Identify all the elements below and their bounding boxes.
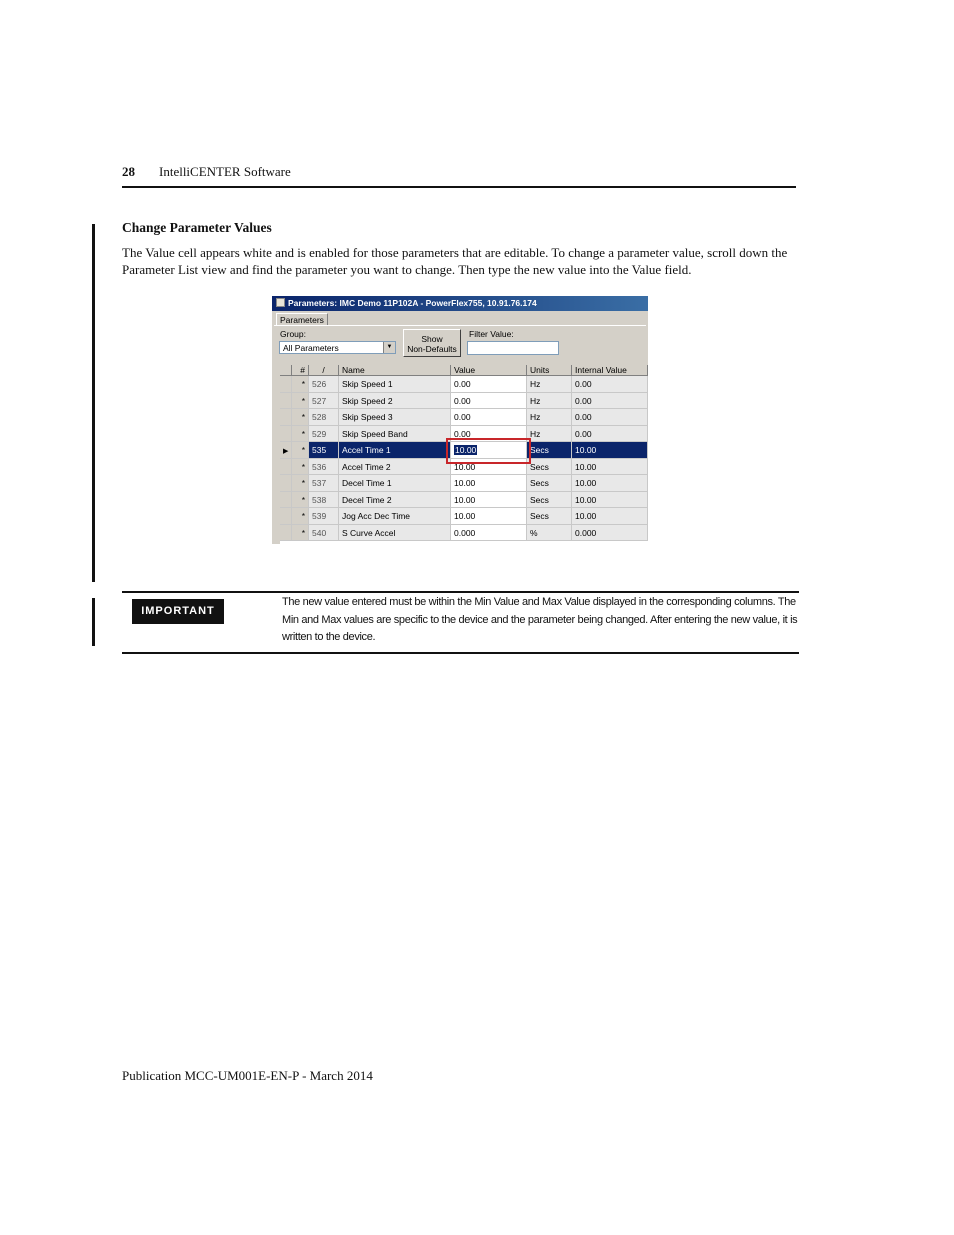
table-row[interactable]	[280, 409, 648, 426]
row-units: Hz	[527, 393, 572, 410]
filter-value-input[interactable]	[467, 341, 559, 355]
body-paragraph: The Value cell appears white and is enabled for those parameters that are editable. To change a parameter value, scroll down the Parameter List view and find the parameter you want to change. Then type the new value into the Value field.	[122, 245, 788, 277]
row-units: Secs	[527, 442, 572, 459]
important-note-text: The new value entered must be within the Min Value and Max Value displayed in the corresponding columns. The Min and Max values are specific to the device and the parameter being changed. After entering the new value, it is written to the device.	[282, 596, 798, 643]
chevron-down-icon[interactable]: ▼	[383, 342, 395, 353]
window-title: Parameters: IMC Demo 11P102A - PowerFlex755, 10.91.76.174	[288, 298, 537, 308]
table-row[interactable]	[280, 492, 648, 509]
row-internal-value: 10.00	[572, 508, 648, 525]
row-units: Hz	[527, 409, 572, 426]
row-number: 528	[309, 409, 339, 426]
row-units: Hz	[527, 426, 572, 443]
row-number: 535	[309, 442, 339, 459]
window-titlebar[interactable]	[272, 296, 648, 311]
grid-header-row	[280, 365, 648, 376]
row-name: Decel Time 1	[339, 475, 451, 492]
header-rule	[122, 186, 796, 188]
row-modified-mark: *	[292, 508, 309, 525]
row-name: Skip Speed 1	[339, 376, 451, 393]
row-modified-mark: *	[292, 426, 309, 443]
row-value-input[interactable]: 0.00	[451, 393, 527, 410]
row-value-input[interactable]: 0.000	[451, 525, 527, 542]
row-selector-cell[interactable]	[280, 409, 292, 426]
note-bottom-rule	[122, 652, 799, 654]
row-name: Skip Speed Band	[339, 426, 451, 443]
table-row[interactable]	[280, 475, 648, 492]
show-button-line1: Show	[421, 334, 443, 344]
row-modified-mark: *	[292, 459, 309, 476]
row-name: Skip Speed 2	[339, 393, 451, 410]
row-value-input[interactable]: 10.00	[451, 492, 527, 509]
filter-label: Filter Value:	[469, 329, 514, 339]
row-number: 537	[309, 475, 339, 492]
row-selector-cell[interactable]	[280, 475, 292, 492]
group-label: Group:	[280, 329, 306, 339]
row-units: %	[527, 525, 572, 542]
section-heading: Change Parameter Values	[122, 220, 272, 235]
row-number: 529	[309, 426, 339, 443]
header-selector-cell	[280, 365, 292, 376]
row-value-input[interactable]: 0.00	[451, 409, 527, 426]
row-value-input[interactable]: 0.00	[451, 426, 527, 443]
group-select-value: All Parameters	[283, 343, 339, 353]
page-number: 28	[122, 164, 135, 179]
row-units: Hz	[527, 376, 572, 393]
row-value-selected-text: 10.00	[455, 445, 477, 455]
row-selector-cell[interactable]	[280, 492, 292, 509]
row-modified-mark: *	[292, 393, 309, 410]
row-name: Skip Speed 3	[339, 409, 451, 426]
row-internal-value: 10.00	[572, 442, 648, 459]
row-units: Secs	[527, 508, 572, 525]
change-bar	[92, 224, 95, 582]
row-modified-mark: *	[292, 525, 309, 542]
table-row[interactable]	[280, 376, 648, 393]
row-internal-value: 0.00	[572, 393, 648, 410]
header-internal-value[interactable]: Internal Value	[572, 365, 648, 376]
group-select[interactable]	[279, 341, 396, 354]
header-num[interactable]: #	[292, 365, 309, 376]
row-selector-cell[interactable]	[280, 442, 292, 459]
row-name: Accel Time 2	[339, 459, 451, 476]
change-bar	[92, 598, 95, 646]
header-value[interactable]: Value	[451, 365, 527, 376]
row-internal-value: 10.00	[572, 492, 648, 509]
row-selector-cell[interactable]	[280, 426, 292, 443]
value-highlight-callout	[446, 438, 531, 464]
row-internal-value: 0.00	[572, 376, 648, 393]
row-number: 536	[309, 459, 339, 476]
table-row[interactable]	[280, 508, 648, 525]
row-modified-mark: *	[292, 442, 309, 459]
row-internal-value: 0.000	[572, 525, 648, 542]
row-name: Decel Time 2	[339, 492, 451, 509]
tab-parameters[interactable]: Parameters	[276, 313, 328, 326]
row-units: Secs	[527, 475, 572, 492]
row-value-input[interactable]: 10.00	[451, 475, 527, 492]
row-value-input[interactable]: 10.00	[451, 508, 527, 525]
show-non-defaults-button[interactable]	[403, 329, 461, 357]
row-modified-mark: *	[292, 376, 309, 393]
row-units: Secs	[527, 459, 572, 476]
row-number: 540	[309, 525, 339, 542]
row-internal-value: 0.00	[572, 409, 648, 426]
show-button-line2: Non-Defaults	[407, 344, 457, 354]
row-value-input[interactable]: 0.00	[451, 376, 527, 393]
row-internal-value: 10.00	[572, 475, 648, 492]
footer-publication: Publication MCC-UM001E-EN-P - March 2014	[122, 1068, 373, 1083]
row-selector-cell[interactable]	[280, 459, 292, 476]
tab-panel-border	[274, 325, 646, 326]
parameters-window	[272, 296, 648, 544]
important-badge: IMPORTANT	[132, 599, 224, 624]
header-sort-mark[interactable]: /	[309, 365, 339, 376]
row-units: Secs	[527, 492, 572, 509]
row-selector-cell[interactable]	[280, 508, 292, 525]
window-app-icon	[276, 298, 285, 307]
row-modified-mark: *	[292, 409, 309, 426]
current-row-arrow-icon: ▶	[283, 448, 289, 455]
header-name[interactable]: Name	[339, 365, 451, 376]
row-number: 538	[309, 492, 339, 509]
row-selector-cell[interactable]	[280, 525, 292, 542]
row-name: S Curve Accel	[339, 525, 451, 542]
row-modified-mark: *	[292, 475, 309, 492]
table-row[interactable]	[280, 525, 648, 542]
table-row[interactable]	[280, 393, 648, 410]
header-title: IntelliCENTER Software	[159, 164, 291, 179]
row-name: Jog Acc Dec Time	[339, 508, 451, 525]
row-selector-cell[interactable]	[280, 376, 292, 393]
row-internal-value: 10.00	[572, 459, 648, 476]
row-number: 539	[309, 508, 339, 525]
header-units[interactable]: Units	[527, 365, 572, 376]
row-name: Accel Time 1	[339, 442, 451, 459]
row-value-input[interactable]: 10.00	[451, 459, 527, 476]
row-number: 527	[309, 393, 339, 410]
note-top-rule	[122, 591, 799, 593]
row-selector-cell[interactable]	[280, 393, 292, 410]
row-internal-value: 0.00	[572, 426, 648, 443]
row-number: 526	[309, 376, 339, 393]
row-modified-mark: *	[292, 492, 309, 509]
